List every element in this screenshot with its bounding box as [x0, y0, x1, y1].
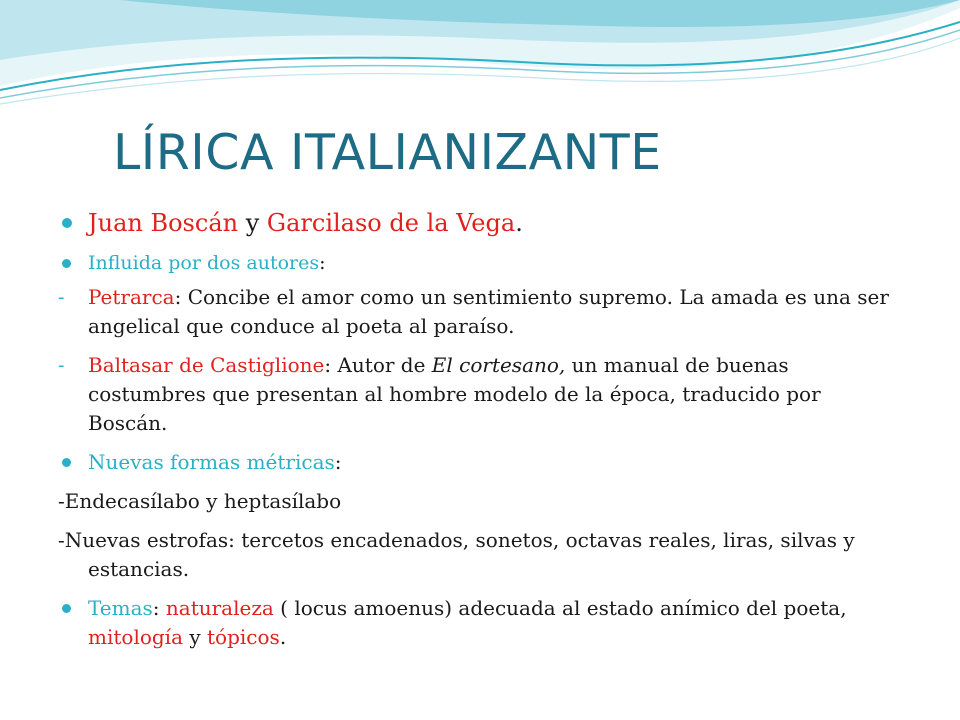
connector-text: y [183, 625, 208, 649]
bullet-dot-icon [62, 458, 71, 467]
author-name: Garcilaso de la Vega [266, 209, 516, 237]
slide-title: LÍRICA ITALIANIZANTE [113, 124, 662, 181]
slide-body [58, 205, 898, 662]
punctuation: : [152, 596, 166, 620]
metric-line-verses: -Endecasílabo y heptasílabo [58, 489, 342, 513]
bullet-authors [58, 205, 898, 241]
bullet-themes [58, 594, 898, 652]
bullet-heading: Influida por dos autores [88, 252, 320, 274]
bullet-dot-icon [62, 259, 71, 268]
dash-marker: - [58, 355, 65, 376]
punctuation: : [319, 252, 326, 274]
item-text: ( locus amoenus) adecuada al estado anímico del poeta, [273, 596, 847, 620]
book-title: El cortesano, [431, 353, 566, 377]
bullet-dot-icon [62, 218, 72, 228]
author-name: Baltasar de Castiglione [88, 353, 325, 377]
item-text: : Autor de [324, 353, 432, 377]
author-name: Juan Boscán [88, 209, 239, 237]
metric-line-stanzas: -Nuevas estrofas: tercetos encadenados, sonetos, octavas reales, liras, silvas y estancias. [58, 528, 855, 581]
item-text: : Concibe el amor como un sentimiento supremo. La amada es una ser angelical que conduce al poeta al paraíso. [88, 285, 889, 338]
decorative-wave-header [0, 0, 960, 120]
author-name: Petrarca [88, 285, 175, 309]
theme-term: mitología [88, 625, 183, 649]
dash-item-petrarca [58, 283, 898, 341]
theme-term: tópicos [207, 625, 280, 649]
bullet-heading: Temas [88, 596, 153, 620]
punctuation: : [334, 450, 342, 474]
bullet-metric-forms [58, 448, 898, 477]
connector-text: y [238, 209, 267, 237]
bullet-dot-icon [62, 604, 71, 613]
bullet-influences [58, 249, 898, 277]
dash-item-castiglione [58, 351, 898, 438]
punctuation: . [279, 625, 287, 649]
bullet-heading: Nuevas formas métricas [88, 450, 335, 474]
theme-term: naturaleza [165, 596, 274, 620]
item-text: un manual de buenas costumbres que presentan al hombre modelo de la época, traducido por Boscán. [88, 353, 821, 435]
dash-marker: - [58, 287, 65, 308]
punctuation: . [515, 209, 523, 237]
